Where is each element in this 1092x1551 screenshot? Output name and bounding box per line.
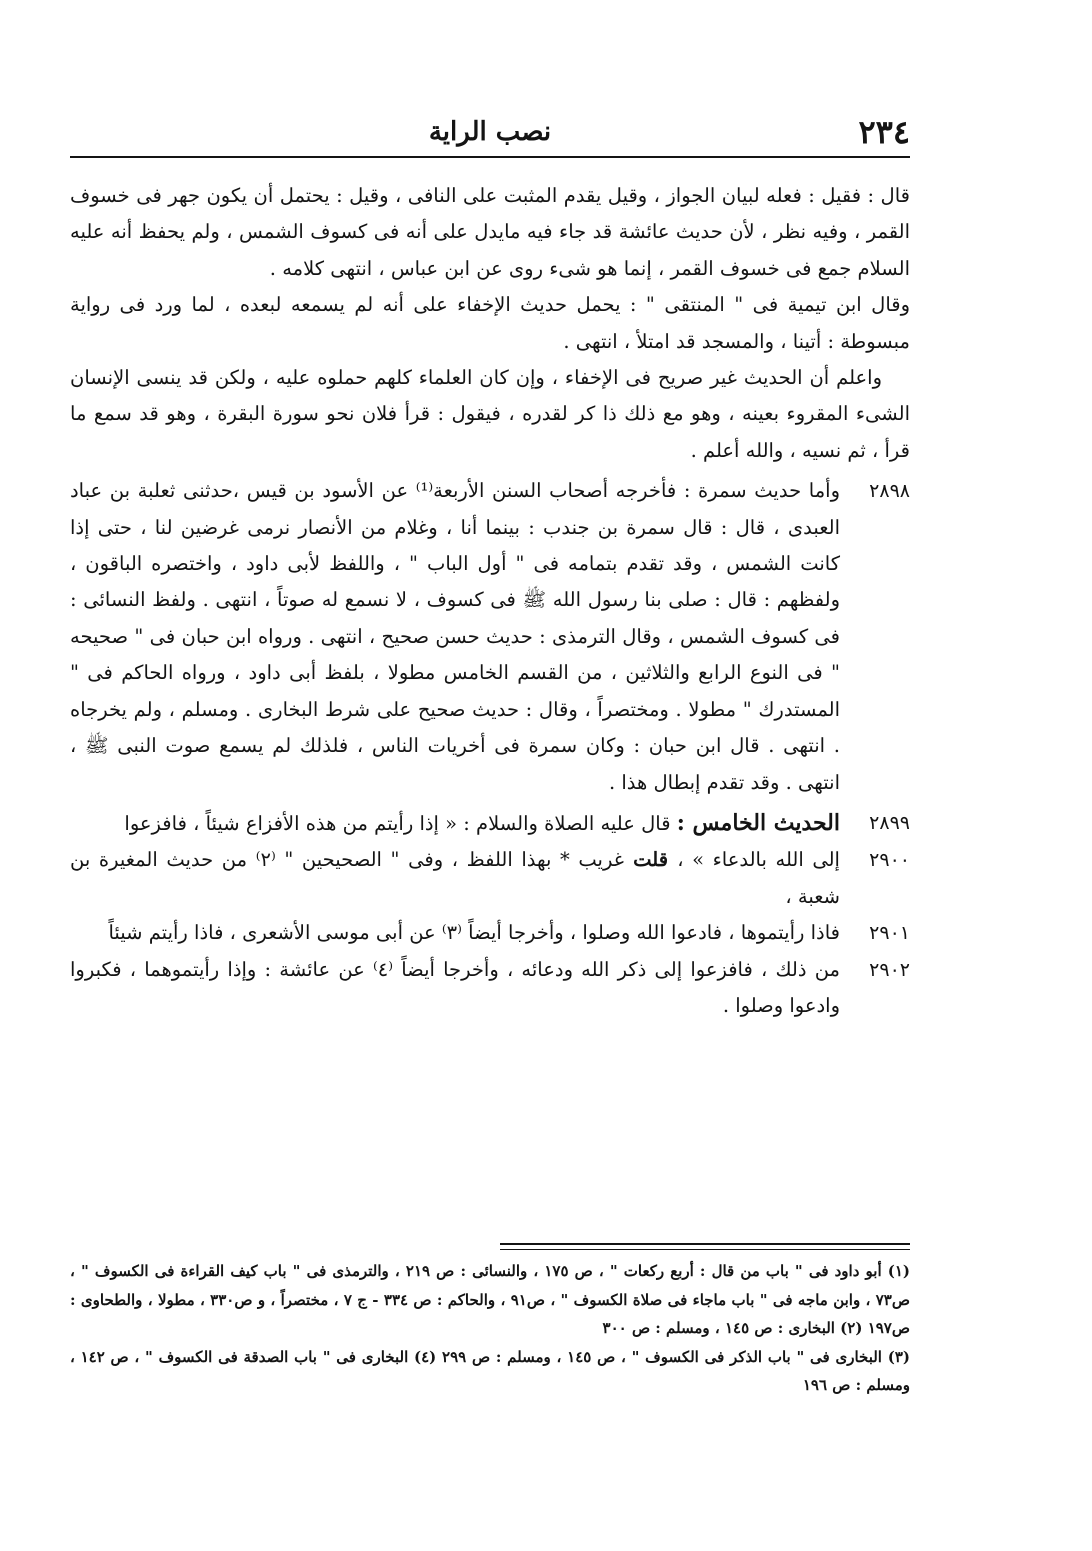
footnote: (٣) البخارى فى " باب الذكر فى الكسوف " ، ص ١٤٥ ، ومسلم : ص ٢٩٩ (٤) البخارى فى " باب الصدقة فى الكسوف " ، ص ١٤٢ ، ومسلم : ص ١٩٦ [70, 1347, 910, 1394]
hadith-heading: الحديث الخامس : [676, 809, 840, 836]
entry-text: من ذلك ، فافزعوا إلى ذكر الله ودعائه ، وأخرجا أيضاً ⁽٤⁾ عن عائشة : وإذا رأيتموهما ، فكبروا وادعوا وصلوا . [70, 957, 840, 1017]
qult-marker: قلت [623, 848, 678, 872]
entry-text: وأما حديث سمرة : فأخرجه أصحاب السنن الأربعة⁽¹⁾ عن الأسود بن قيس ،حدثنى ثعلبة بن عباد العبدى ، قال : قال سمرة بن جندب : بينما أنا ، وغلام من الأنصار نرمى غرضين لنا ، حتى إذا كانت الشمس ، وقد تقدم بتمامه فى " أول الباب " ، واللفظ لأبى داود ، واختصره الباقون ، ولفظهم : قال : صلى بنا رسول الله ﷺ فى كسوف ، لا نسمع له صوتاً ، انتهى . ولفظ النسائى : فى كسوف الشمس ، وقال الترمذى : حديث حسن صحيح ، انتهى . ورواه ابن حبان فى " صحيحه " فى النوع الرابع والثلاثين ، من القسم الخامس مطولا ، بلفظ أبى داود ، ورواه الحاكم فى " المستدرك " مطولا . ومختصراً ، وقال : حديث صحيح على شرط البخارى . ومسلم ، ولم يخرجاه . انتهى . قال ابن حبان : وكان سمرة فى أخريات الناس ، فلذلك لم يسمع صوت النبى ﷺ ، انتهى . وقد تقدم إبطال هذا . [70, 479, 840, 794]
numbered-entry [70, 952, 910, 1025]
header-rule [70, 156, 910, 158]
page-number: ٢٣٤ [858, 113, 910, 151]
entry-text: قال عليه الصلاة والسلام : « إذا رأيتم من هذه الأفزاع شيئاً ، فافزعوا [124, 811, 677, 835]
line-number: ٢٩٠٠ [869, 849, 910, 872]
entry-text-continued: غريب * بهذا اللفظ ، وفى " الصحيحين " ⁽٢⁾ من حديث المغيرة بن شعبة ، [70, 848, 840, 908]
paragraph: قال : فقيل : فعله لبيان الجواز ، وقيل يقدم المثبت على النافى ، وقيل : يحتمل أن يكون جهر فى خسوف القمر ، وفيه نظر ، لأن حديث عائشة قد جاء فيه مايدل على أنه فى كسوف الشمس ، ولم يحفظ أنه عليه السلام جمع فى خسوف القمر ، إنما هو شىء روى عن ابن عباس ، انتهى كلامه . [70, 184, 910, 280]
book-page [70, 100, 910, 1500]
paragraph: وقال ابن تيمية فى " المنتقى " : يحمل حديث الإخفاء على أنه لم يسمعه لبعده ، لما ورد فى رواية مبسوطة : أتينا ، والمسجد قد امتلأ ، انتهى . [70, 293, 910, 353]
footnotes [70, 1257, 910, 1400]
footnote-rule [500, 1243, 910, 1250]
numbered-entry [70, 842, 910, 915]
numbered-entry [70, 915, 910, 951]
main-text [70, 178, 910, 1024]
entry-text: فاذا رأيتموها ، فادعوا الله وصلوا ، وأخرجا أيضاً ⁽٣⁾ عن أبى موسى الأشعرى ، فاذا رأيتم شيئاً [108, 921, 840, 945]
running-title: نصب الراية [428, 117, 552, 147]
footnote: (١) أبو داود فى " باب من قال : أربع ركعات " ، ص ١٧٥ ، والنسائى : ص ٢١٩ ، والترمذى فى " باب كيف القراءة فى الكسوف " ، ص٧٣ ، وابن ماجه فى " باب ماجاء فى صلاة الكسوف " ، ص٩١ ، والحاكم : ص ٣٣٤ - ج ٧ ، مختصراً ، و ص٣٣٠ ، مطولا ، والطحاوى : ص١٩٧ (٢) البخارى : ص ١٤٥ ، ومسلم : ص ٣٠٠ [70, 1262, 911, 1337]
numbered-entry [70, 805, 910, 842]
numbered-entry [70, 473, 910, 801]
line-number: ٢٨٩٨ [869, 480, 910, 503]
line-number: ٢٨٩٩ [869, 811, 910, 834]
page-header [70, 112, 910, 156]
paragraph: واعلم أن الحديث غير صريح فى الإخفاء ، وإن كان العلماء كلهم حملوه عليه ، ولكن قد ينسى الإنسان الشىء المقروء بعينه ، وهو مع ذلك ذا كر لقدره ، فيقول : قرأ فلان نحو سورة البقرة ، وهو قد سمع ما قرأ ، ثم نسيه ، والله أعلم . [70, 366, 910, 462]
entry-text: إلى الله بالدعاء » ، [677, 848, 840, 872]
line-number: ٢٩٠١ [869, 922, 910, 945]
line-number: ٢٩٠٢ [869, 958, 910, 981]
